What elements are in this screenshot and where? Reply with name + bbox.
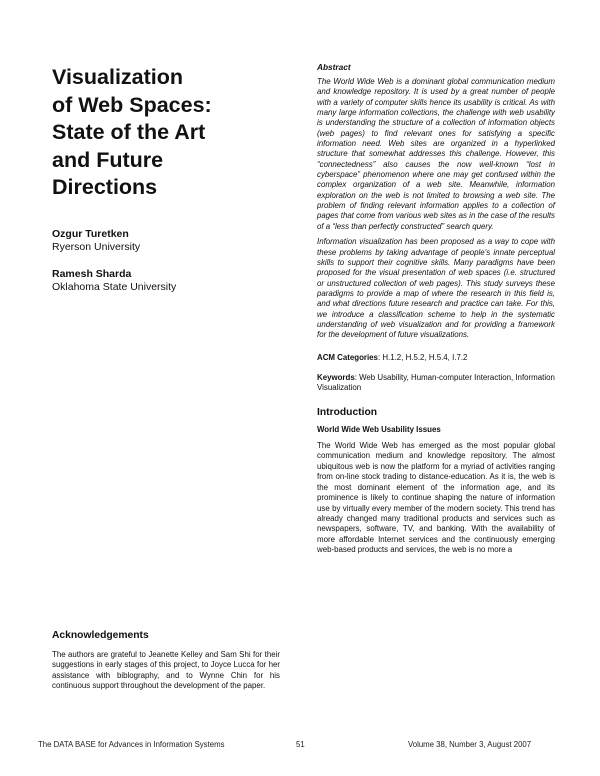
title-line: and Future <box>52 147 164 172</box>
title-line: Visualization <box>52 65 184 89</box>
abstract-paragraph-1: The World Wide Web is a dominant global communication medium and knowledge repository. It is used by a great number of people with a variety of computer skills hence its usability is critical. As with many large information collections, the challenge with web usability is understanding the structure of a collection of information objects (web pages) to find relevant ones for satisfying a specific information need. Web sites are organized in a hyperlinked structure that somewhat addresses this challenge. However, this “connectedness” also causes the now well-known “lost in cyberspace” phenomenon where one may get confused within the complex organization of a web site. Meanwhile, information exploration on the web is not limited to browsing a web site. The problem of finding relevant information applies to a collection of pages that come from various web sites as in the case of the results of a “less than perfectly constructed” search query. <box>317 77 555 231</box>
abstract-heading: Abstract <box>317 62 351 72</box>
introduction-paragraph: The World Wide Web has emerged as the most popular global communication medium and knowledge repository. The almost ubiquitous web is now the platform for a myriad of activities ranging from on-line stock trading to distance-education. As it is, the web is the most dominant element of the information age, and its prominence is likely to continue shaping the nature of information use by virtually every member of the modern society. This trend has already changed many traditional products and services such as newspapers, software, TV, and banking. With the availability of more affordable Internet services and the continuously emerging web-based products and services, the web is no more a <box>317 440 555 555</box>
acm-label: ACM Categories <box>317 352 378 362</box>
footer-volume: Volume 38, Number 3, August 2007 <box>408 740 532 749</box>
acknowledgements-section <box>52 630 280 692</box>
author-name-2: Ramesh Sharda <box>52 268 132 280</box>
acknowledgements-heading: Acknowledgements <box>52 630 149 641</box>
acm-value: : H.1.2, H.5.2, H.5.4, I.7.2 <box>377 352 468 362</box>
author-affiliation-1: Ryerson University <box>52 241 141 253</box>
title-line: State of the Art <box>52 120 206 144</box>
abstract-paragraph-2: Information visualization has been proposed as a way to cope with these problems by taking advantage of people’s innate perceptual skills to support their cognitive skills. Many paradigms have been proposed for the visual presentation of web spaces (i.e. structured or unstructured collection of web pages). This study surveys these paradigms to provide a map of where the research in this field is, and what directions future research and practice can take. For this, we introduce a classification scheme to help in the systematic understanding of web visualization and for providing a framework for the development of future visualizations. <box>317 237 555 340</box>
author-name-1: Ozgur Turetken <box>52 228 129 240</box>
keywords-label: Keywords <box>317 373 355 382</box>
title-line: Directions <box>52 175 158 199</box>
footer-page-number: 51 <box>296 740 305 749</box>
introduction-subheading: World Wide Web Usability Issues <box>317 424 441 434</box>
introduction-heading: Introduction <box>317 406 378 418</box>
author-affiliation-2: Oklahoma State University <box>52 281 177 293</box>
paper-title <box>52 64 252 202</box>
keywords <box>317 373 555 394</box>
acknowledgements-text: The authors are grateful to Jeanette Kelley and Sam Shi for their suggestions in early stages of this project, to Joyce Lucca for her assistance with biblography, and to Wynne Chin for his continuous support throughout the development of the paper. <box>52 650 280 691</box>
title-line: of Web Spaces: <box>52 92 212 117</box>
keywords-value: : Web Usability, Human-computer Interaction, Information Visualization <box>317 373 555 393</box>
acm-categories <box>317 353 555 363</box>
footer-journal: The DATA BASE for Advances in Information Systems <box>38 740 225 749</box>
right-column <box>317 62 555 556</box>
